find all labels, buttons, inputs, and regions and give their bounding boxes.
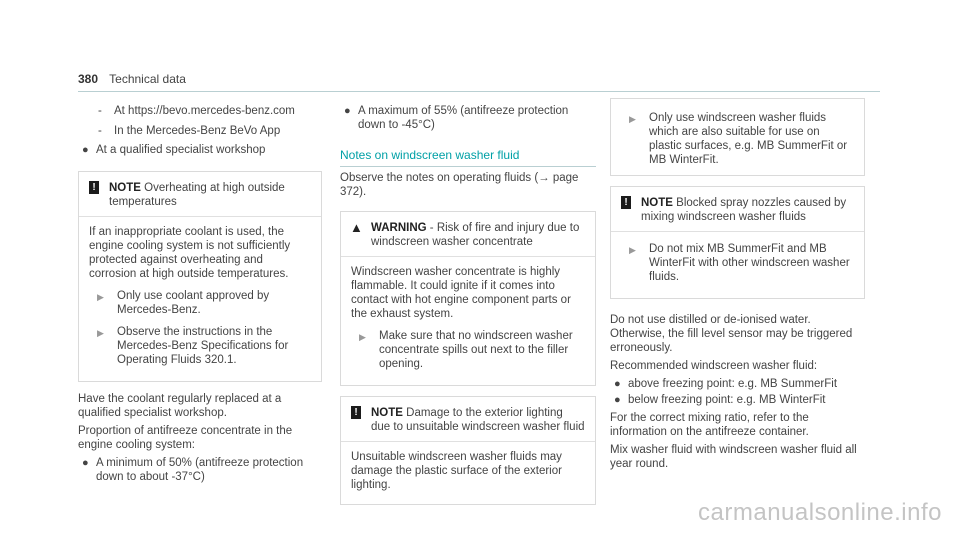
section-title: Notes on windscreen washer fluid [340, 148, 596, 167]
exclamation-icon: ! [351, 406, 361, 419]
paragraph: Have the coolant regularly replaced at a qualified specialist workshop. [78, 393, 282, 419]
instruction-step: ▶ Make sure that no windscreen washer concentrate spills out next to the filler opening. [359, 330, 573, 370]
paragraph[interactable]: Observe the notes on operating fluids (→ page 372). [340, 172, 579, 198]
notice-header [341, 397, 595, 442]
notice-header [611, 187, 864, 232]
page-number: 380 [78, 72, 99, 86]
warning-box [340, 211, 596, 386]
paragraph: For the correct mixing ratio, refer to the information on the antifreeze container. [610, 412, 809, 438]
arrow-right-icon: ▶ [97, 328, 104, 338]
notice-body: Unsuitable windscreen washer fluids may damage the plastic surface of the exterior lighting. [351, 451, 562, 491]
notice-label: NOTE [641, 197, 673, 209]
paragraph: Do not use distilled or de-ionised water. Otherwise, the fill level sensor may be triggered erroneously. [610, 314, 853, 354]
header-rule [78, 91, 880, 92]
warning-body: Windscreen washer concentrate is highly flammable. It could ignite if it comes into contact with hot engine component parts or the exhaust system. ▶ Make sure that no windscreen washer concentrate spills out next to the filler opening. [341, 257, 595, 385]
notice-label: NOTE [371, 407, 403, 419]
arrow-right-icon: ▶ [629, 114, 636, 124]
paragraph: Proportion of antifreeze concentrate in the engine cooling system: [78, 425, 293, 451]
column-3 [610, 98, 865, 475]
column-2 [340, 98, 596, 515]
warning-title: - Risk of fire and injury due to windscreen washer concentrate [371, 222, 580, 248]
list-item: ● A maximum of 55% (antifreeze protection down to -45°C) [344, 105, 569, 131]
paragraph: Recommended windscreen washer fluid: [610, 360, 818, 372]
notice-title: Blocked spray nozzles caused by mixing windscreen washer fluids [641, 197, 847, 223]
dash-item: - At https://bevo.mercedes-benz.com [98, 105, 295, 117]
list-item: ● At a qualified specialist workshop [82, 144, 266, 156]
exclamation-icon: ! [621, 196, 631, 209]
notice-box-exterior-lighting [340, 396, 596, 505]
warning-header [341, 212, 595, 257]
notice-body: If an inappropriate coolant is used, the engine cooling system is not sufficiently protected against overheating and corrosion at high outside temperatures. ▶ Only use coolant approved by Mercedes-Benz. ▶ Observe the instructions in the Mercedes-Benz Specifications for Operating Fluids 320.1. [79, 217, 321, 381]
notice-box-overheating [78, 171, 322, 382]
arrow-right-icon: ▶ [97, 292, 104, 302]
exclamation-icon: ! [89, 181, 99, 194]
list-item: ● above freezing point: e.g. MB SummerFit [614, 378, 838, 390]
notice-box-spray-nozzles [610, 186, 865, 299]
warning-label: WARNING [371, 222, 427, 234]
watermark: carmanualsonline.info [698, 499, 942, 526]
instruction-step: ▶ Only use windscreen washer fluids which are also suitable for use on plastic surfaces, e.g. MB SummerFit or MB WinterFit. [629, 112, 848, 166]
notice-body [611, 232, 864, 298]
column-1 [78, 98, 322, 486]
list-item: ● below freezing point: e.g. MB WinterFit [614, 394, 826, 406]
warning-triangle-icon: ▲ [350, 220, 363, 235]
list-item: ● A minimum of 50% (antifreeze protection down to about -37°C) [82, 457, 304, 483]
instruction-step: ▶ Only use coolant approved by Mercedes-Benz. [97, 290, 270, 316]
notice-title: Overheating at high outside temperatures [109, 182, 285, 208]
paragraph: Mix washer fluid with windscreen washer fluid all year round. [610, 444, 857, 470]
instruction-step: ▶ Do not mix MB SummerFit and MB WinterFit with other windscreen washer fluids. [629, 243, 850, 283]
section-name: Technical data [109, 72, 186, 86]
notice-header [79, 172, 321, 217]
instruction-step: ▶ Observe the instructions in the Mercedes-Benz Specifications for Operating Fluids 320.1. [97, 326, 289, 366]
arrow-right-icon: ▶ [359, 332, 366, 342]
arrow-right-icon: ▶ [629, 245, 636, 255]
dash-item: - In the Mercedes-Benz BeVo App [98, 125, 281, 137]
step-box [610, 98, 865, 176]
bevo-link[interactable]: At https://bevo.mercedes-benz.com [114, 105, 295, 117]
page-header [78, 72, 186, 86]
notice-label: NOTE [109, 182, 141, 194]
notice-title: Damage to the exterior lighting due to unsuitable windscreen washer fluid [371, 407, 585, 433]
